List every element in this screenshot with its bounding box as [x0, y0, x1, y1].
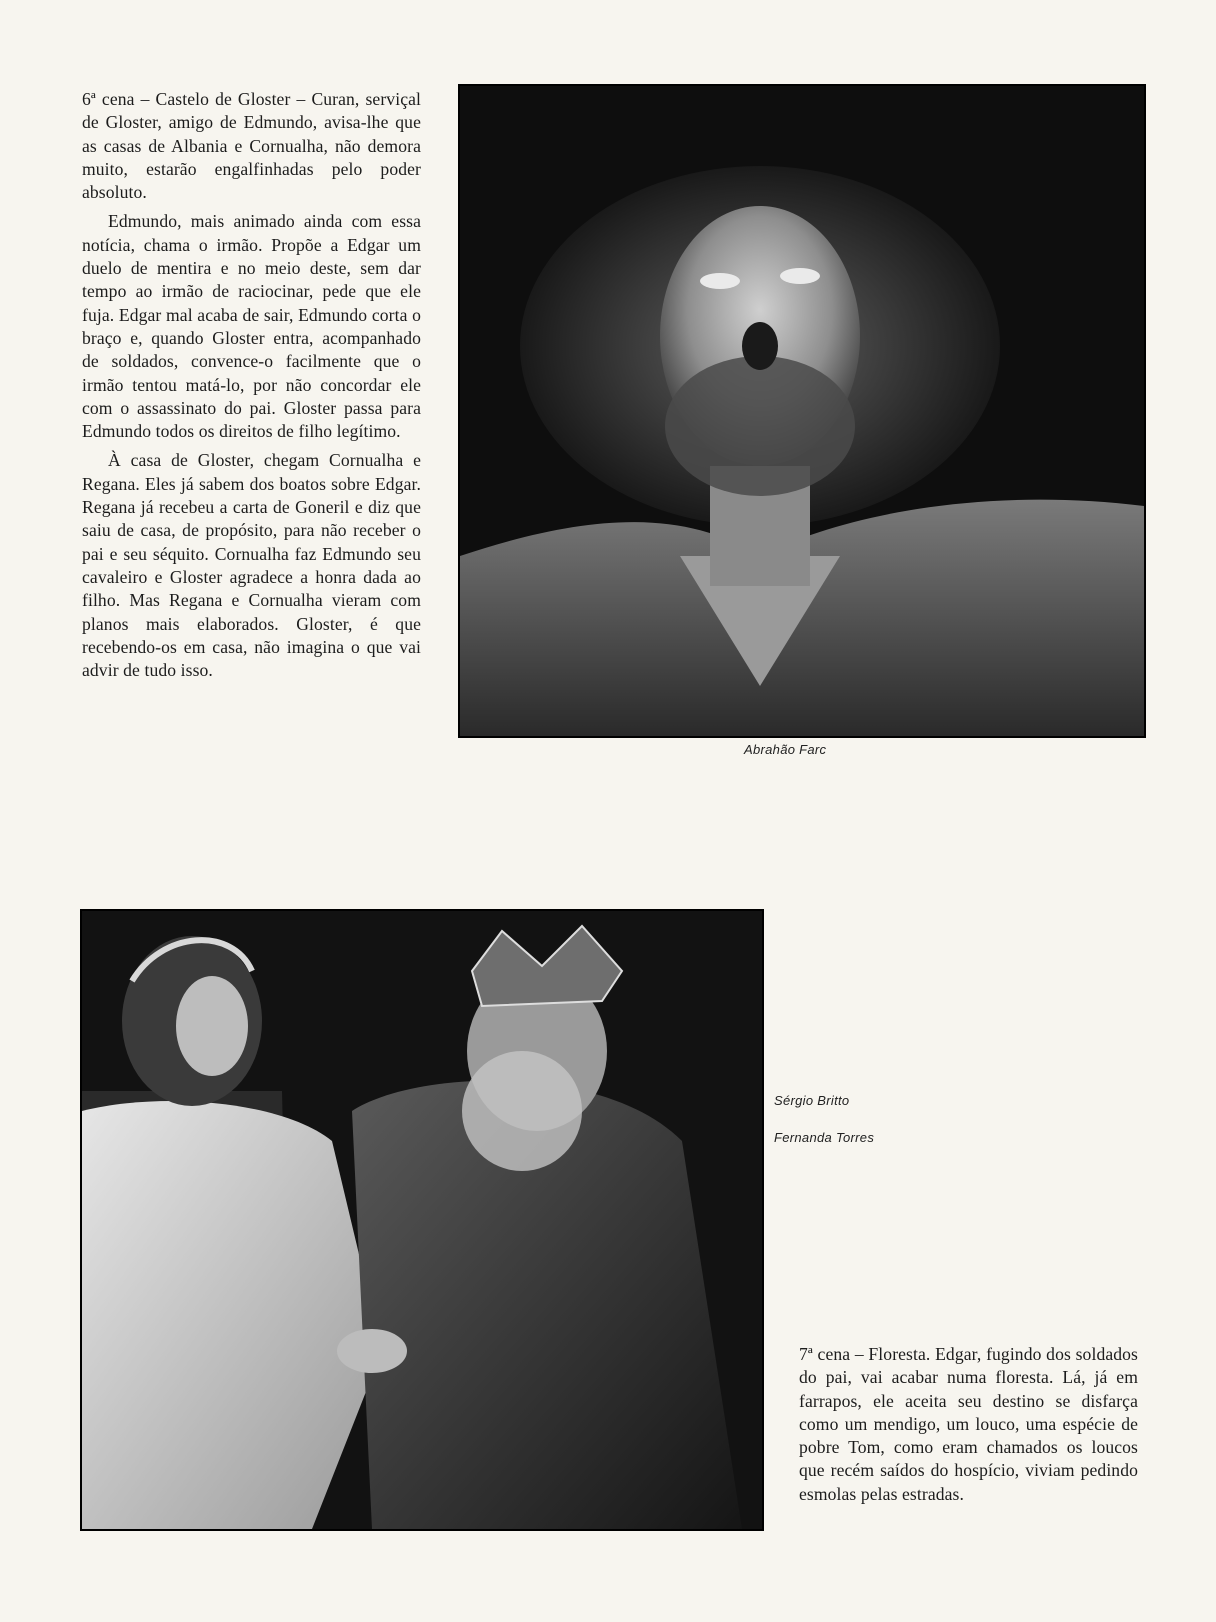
photo-king-and-girl: [80, 909, 764, 1531]
scene-6-paragraph-2: Edmundo, mais animado ainda com essa notícia, chama o irmão. Propõe a Edgar um duelo de mentira e no meio deste, sem dar tempo ao irmão de raciocinar, pede que ele fuja. Edgar mal acaba de sair, Edmundo corta o braço e, quando Gloster entra, acompanhado de soldados, convence-o facilmente que o irmão tentou matá-lo, por não concordar ele com o assassinato do pai. Gloster passa para Edmundo todos os direitos de filho legítimo.: [82, 211, 421, 442]
caption-bottom-photo-2: Fernanda Torres: [774, 1130, 875, 1145]
scene-7-text: [799, 1343, 1138, 1512]
photo-old-man-portrait: [458, 84, 1146, 738]
caption-bottom-photo-1: Sérgio Britto: [774, 1093, 850, 1108]
scene-6-paragraph-3: À casa de Gloster, chegam Cornualha e Regana. Eles já sabem dos boatos sobre Edgar. Regana já recebeu a carta de Goneril e diz que saiu de casa, de propósito, para não receber o pai e seu séquito. Cornualha faz Edmundo seu cavaleiro e Gloster agradece a honra dada ao filho. Mas Regana e Cornualha vieram com planos mais elaborados. Gloster, é que recebendo-os em casa, não imagina o que vai advir de tudo isso.: [82, 450, 421, 681]
king-and-girl-illustration: [82, 911, 762, 1529]
caption-top-photo: Abrahão Farc: [744, 742, 827, 757]
old-man-illustration: [460, 86, 1144, 736]
scene-6-paragraph-1: 6ª cena – Castelo de Gloster – Curan, serviçal de Gloster, amigo de Edmundo, avisa-lhe que as casas de Albania e Cornualha, não demora muito, estarão engalfinhadas pelo poder absoluto.: [82, 89, 421, 203]
scene-6-text: [82, 88, 421, 688]
scene-7-paragraph-1: 7ª cena – Floresta. Edgar, fugindo dos soldados do pai, vai acabar numa floresta. Lá, já em farrapos, ele aceita seu destino se disfarça como um mendigo, um louco, uma espécie de pobre Tom, como eram chamados os loucos que recém saídos do hospício, viviam pedindo esmolas pelas estradas.: [799, 1344, 1138, 1504]
